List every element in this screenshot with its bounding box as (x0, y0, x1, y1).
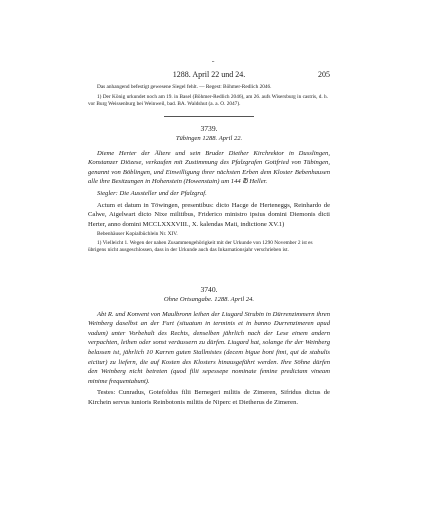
seal-note: Das anhangend befestigt gewesene Siegel fehlt. — Regest: Böhmer-Redlich 2046. (97, 84, 272, 90)
place-date: Tübingen 1288. April 22. (175, 135, 243, 142)
source-line: Bebenhäuser Kopialbüchlein Nr. XIV. (97, 231, 178, 238)
document-number: 3739. (200, 124, 218, 133)
page-number: 205 (318, 70, 330, 79)
divider-rule (164, 116, 254, 117)
document-summary: Abt R. und Konvent von Maulbronn leihen der Liugard Strubin in Dürrenzimmern ihren Weinberg daselbst an der Furt (situatum in terminis et in banno Durrenzimeren apud vadum) unter Vorbehalt des Rechts, denselben jährlich nach der Lese einem andern verpachten, leihen oder sonst veräussern zu dürfen. Liugard hat, solange ihr der Weinberg belassen ist, jährlich 10 Karren guten Stallmistes (decem bigue boni fimi, qui de stabulis eicitur) zu liefern, die auf Kosten des Klosters hinausgeführt werden. Ihre Söhne dürfen den Weinberg nicht betreten (quod filii sepessepe nominate femine predictam vineam minime frequentabunt). (88, 310, 330, 385)
sealer-line: Siegler: Die Aussteller und der Pfalzgraf. (97, 189, 207, 197)
document-3739 (88, 124, 330, 254)
document-summary: Dieme Herter der Ältere und sein Bruder Diether Kirchrektor in Dusslingen, Konstanzer Diözese, verkaufen mit Zustimmung des Pfalzgrafen Gottfried von Tübingen, genannt von Böblingen, und Einwilligung ihrer nächsten Erben dem Kloster Bebenhausen alle ihre Besitzungen in Hohenstein (Howenstain) um 144 ℔ Heller. (88, 149, 330, 186)
footnote: 1) Vielleicht 1. Wegen der nahen Zusammengehörigkeit mit der Urkunde von 1290 November 2 ist es übrigens nicht ausgeschlossen, dass in der Urkunde auch das Inkarnationsjahr verschrieben ist. (88, 240, 313, 254)
footnote-1: 1) Der König urkundet noch am 19. in Basel (Böhmer-Redlich 2046), am 26. aufs Wisersburg in castris, d. h. vor Burg Weissenburg bei Weinweil, bad. BA. Waldshut (a. a. O. 2047). (88, 94, 329, 107)
document-3740 (88, 285, 330, 408)
document-number: 3740. (200, 285, 218, 294)
top-notes (88, 84, 330, 108)
header-title: 1288. April 22 und 24. (172, 70, 246, 79)
witnesses-line: Testes: Cunradus, Gotefoldus filii Bernegeri militis de Zimeren, Sifridus dictus de Kirchein servus iunioris Reinbotonis militis de Niperc et Dietherus de Zimeren. (88, 389, 330, 406)
top-mark: ˝ (212, 60, 215, 68)
document-text: Actum et datum in Töwingen, presentibus: dicto Hacge de Herteneggs, Reinhardo de Calwe, Aigelwart dicto Nixe militibus, Friderico ministro ipsius domini Diemonis dicti Herter, anno domini MCCLXXXVIII., X. kalendas Maii, indictione XV.1) (88, 201, 330, 228)
place-date: Ohne Ortsangabe. 1288. April 24. (163, 296, 255, 303)
